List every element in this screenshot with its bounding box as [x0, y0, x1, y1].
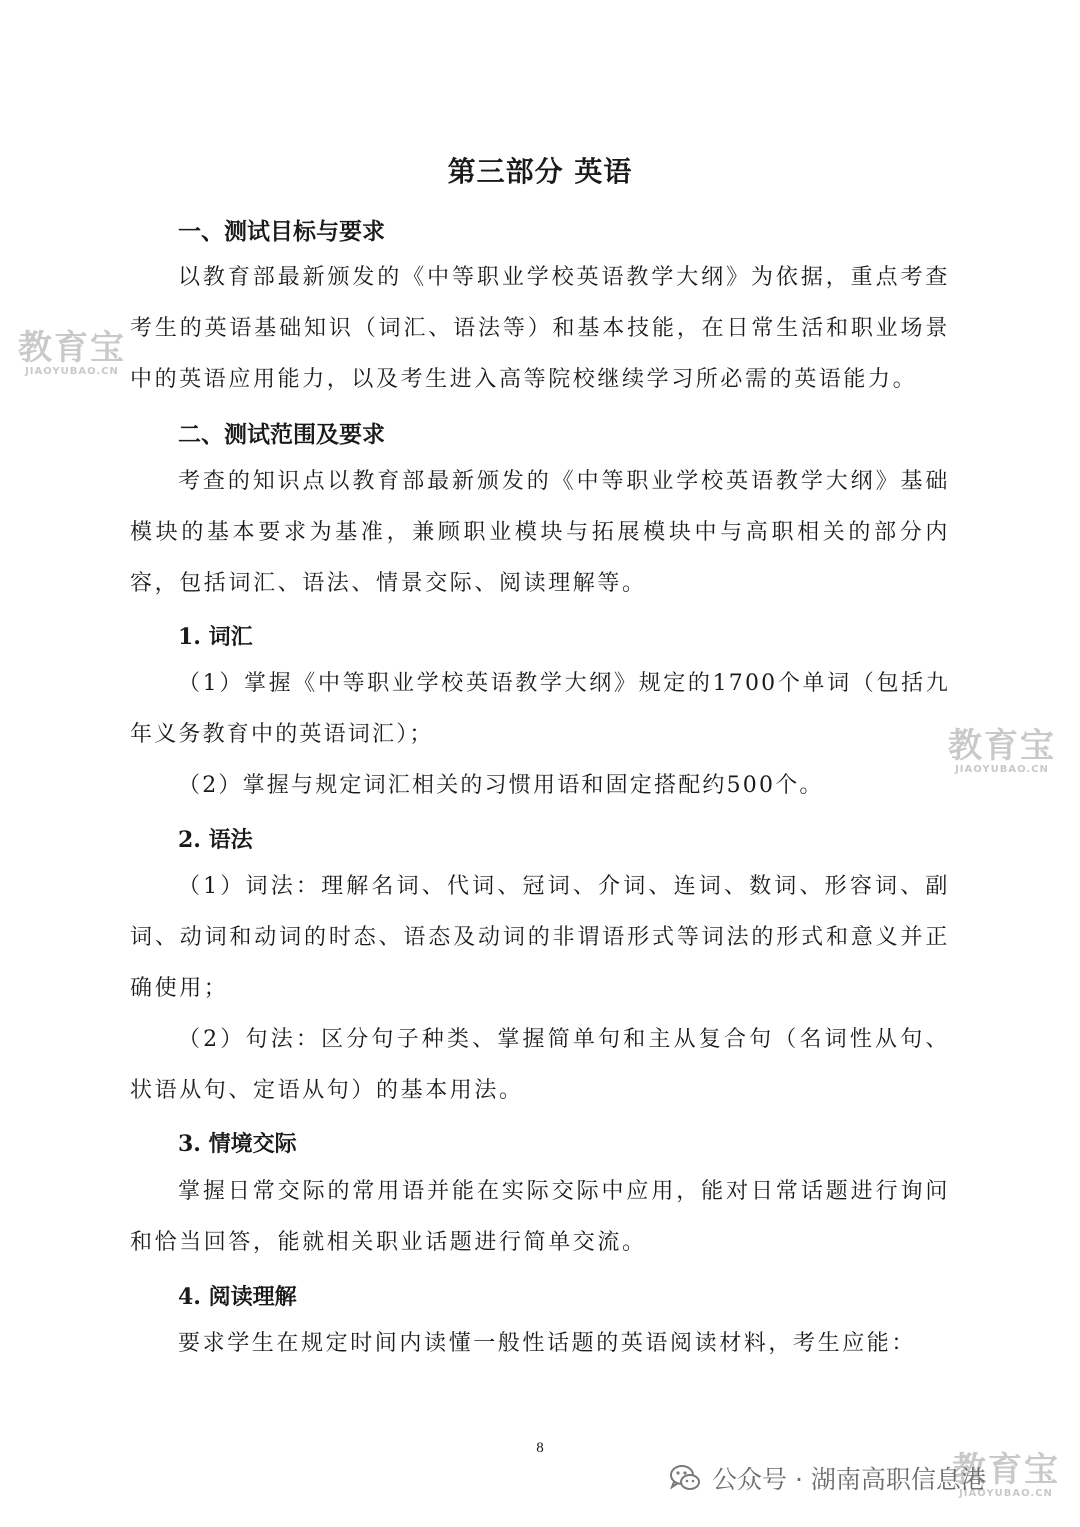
page-number: 8	[536, 1440, 544, 1456]
paragraph-reading: 要求学生在规定时间内读懂一般性话题的英语阅读材料，考生应能：	[178, 1331, 917, 1356]
watermark-cn: 教育宝	[18, 328, 126, 368]
page-title: 第三部分 英语	[447, 155, 633, 188]
watermark-cn: 教育宝	[952, 1450, 1060, 1490]
paragraph-situational-communication: 掌握日常交际的常用语并能在实际交际中应用，能对日常话题进行询问和恰当回答，能就相关职业话题进行简单交流。	[130, 1179, 950, 1255]
paragraph-objectives: 以教育部最新颁发的《中等职业学校英语教学大纲》为依据，重点考查考生的英语基础知识（词汇、语法等）和基本技能，在日常生活和职业场景中的英语应用能力，以及考生进入高等院校继续学习所必需的英语能力。	[130, 265, 950, 392]
subheading-reading: 4. 阅读理解	[178, 1284, 297, 1310]
section-heading-objectives: 一、测试目标与要求	[178, 218, 385, 245]
subheading-vocabulary: 1. 词汇	[178, 624, 253, 650]
watermark-en: JIAOYUBAO.CN	[955, 764, 1049, 775]
paragraph-grammar-1: （1）词法：理解名词、代词、冠词、介词、连词、数词、形容词、副词、动词和动词的时态、语态及动词的非谓语形式等词法的形式和意义并正确使用；	[130, 874, 950, 1001]
section-heading-scope: 二、测试范围及要求	[178, 421, 385, 448]
subheading-grammar: 2. 语法	[178, 827, 253, 853]
paragraph-vocabulary-1: （1）掌握《中等职业学校英语教学大纲》规定的1700个单词（包括九年义务教育中的英语词汇）；	[130, 671, 950, 747]
watermark-right	[942, 728, 1062, 775]
watermark-en: JIAOYUBAO.CN	[959, 1488, 1053, 1499]
paragraph-grammar-2: （2）句法：区分句子种类、掌握简单句和主从复合句（名词性从句、状语从句、定语从句）的基本用法。	[130, 1027, 950, 1103]
wechat-icon	[668, 1461, 702, 1495]
footer-text: 公众号 · 湖南高职信息港	[712, 1465, 986, 1494]
watermark-left	[12, 330, 132, 377]
paragraph-scope: 考查的知识点以教育部最新颁发的《中等职业学校英语教学大纲》基础模块的基本要求为基准，兼顾职业模块与拓展模块中与高职相关的部分内容，包括词汇、语法、情景交际、阅读理解等。	[130, 469, 950, 596]
watermark-cn: 教育宝	[948, 726, 1056, 766]
paragraph-vocabulary-2: （2）掌握与规定词汇相关的习惯用语和固定搭配约500个。	[178, 773, 824, 798]
watermark-en: JIAOYUBAO.CN	[25, 366, 119, 377]
wechat-account-footer[interactable]	[668, 1458, 986, 1498]
subheading-situational-communication: 3. 情境交际	[178, 1131, 297, 1157]
